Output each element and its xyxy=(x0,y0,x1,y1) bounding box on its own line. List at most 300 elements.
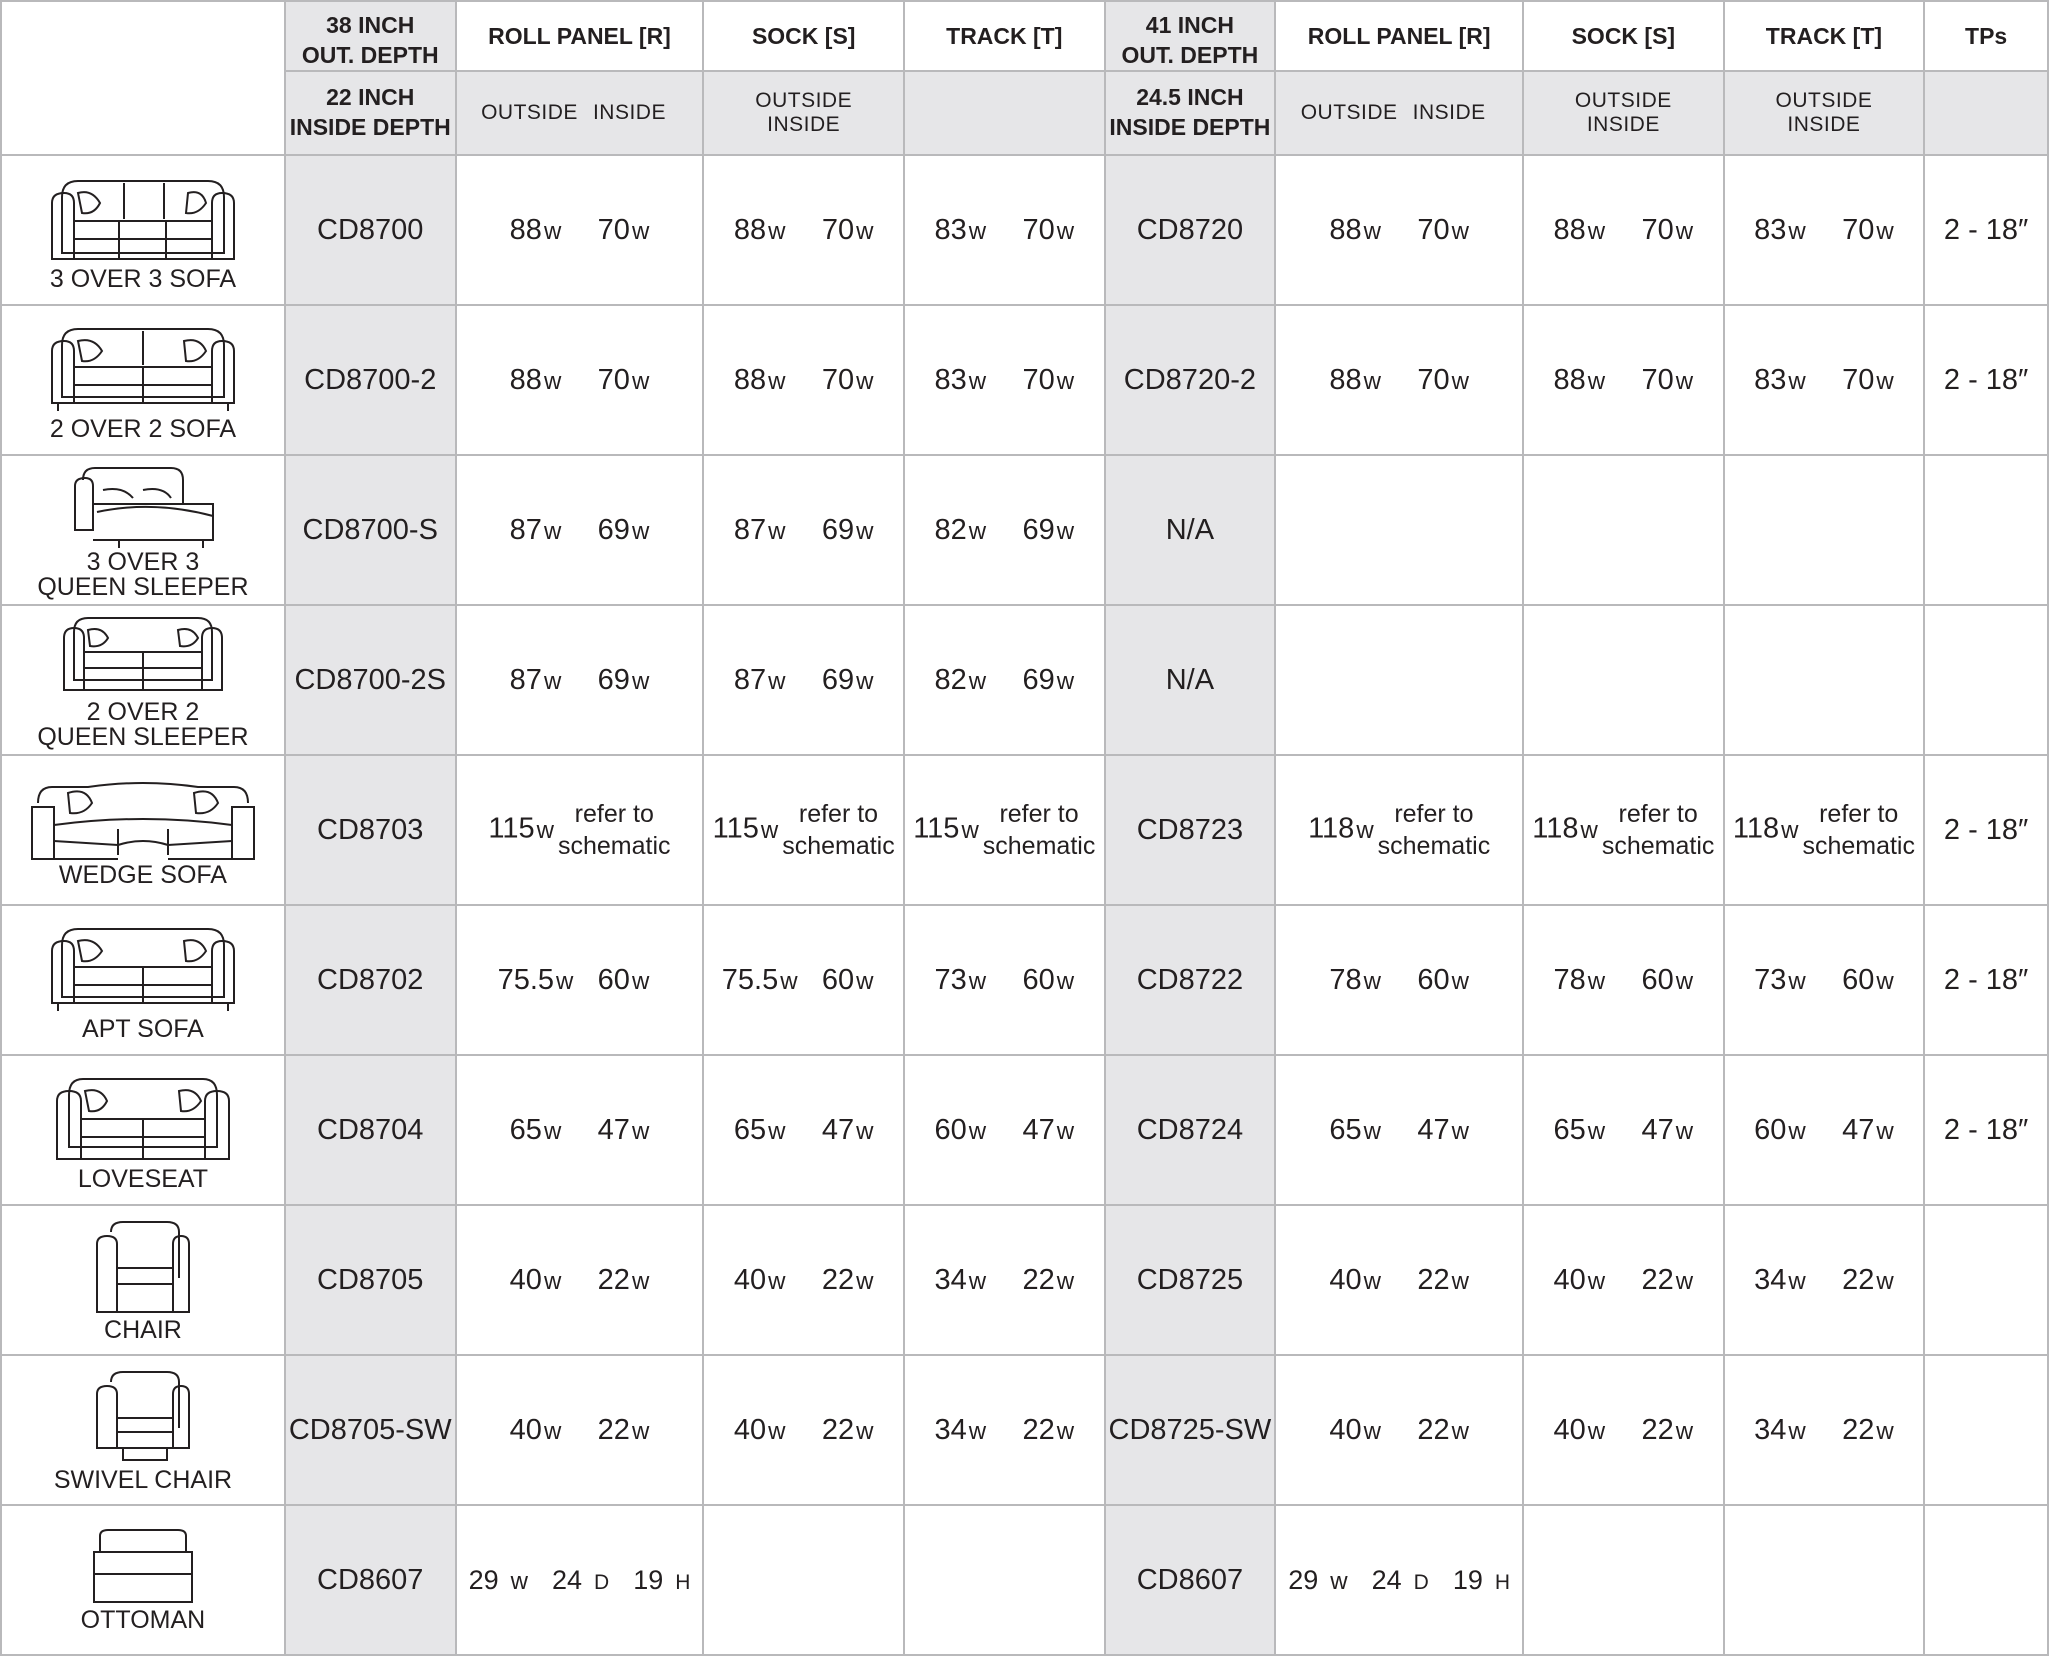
product-row xyxy=(1,1205,2048,1355)
model-code-38: CD8704 xyxy=(285,1055,456,1205)
width-unit: w xyxy=(1876,1267,1894,1295)
inside-width-number: 47 xyxy=(1842,1113,1875,1146)
s38-cell xyxy=(703,605,904,755)
outside-width-number: 40 xyxy=(1329,1413,1362,1446)
refer-to-label: refer to xyxy=(1394,800,1474,828)
tps-sub xyxy=(1924,71,2048,155)
s38-cell xyxy=(703,305,904,455)
depth-unit: D xyxy=(594,1570,610,1594)
width-unit: w xyxy=(556,967,574,995)
outside-width-number: 40 xyxy=(733,1413,767,1446)
s38-value xyxy=(704,364,903,397)
sock-sub-41 xyxy=(1523,71,1724,155)
inside-width xyxy=(804,214,892,247)
s38-cell xyxy=(703,1205,904,1355)
s41-cell xyxy=(1523,155,1724,305)
inside-width-number: 60 xyxy=(1641,963,1674,996)
t41-cell xyxy=(1724,1055,1925,1205)
width-unit: w xyxy=(968,667,987,695)
width-unit: w xyxy=(631,1267,650,1295)
inside-width xyxy=(1004,1114,1092,1147)
roll-panel-sub-41 xyxy=(1275,71,1523,155)
inside-width-number: 22 xyxy=(1417,1263,1450,1296)
model-code-41: CD8723 xyxy=(1105,755,1276,905)
refer-to-schematic-note xyxy=(558,798,671,862)
inside-width xyxy=(1824,1114,1912,1147)
width-unit: w xyxy=(1788,1417,1806,1445)
tps-value: 2 - 18″ xyxy=(1924,755,2048,905)
inside-width xyxy=(804,664,892,697)
outside-width xyxy=(1736,1264,1824,1297)
inside-width-number: 70 xyxy=(1641,213,1674,246)
outside-width xyxy=(916,514,1004,547)
model-code-41: CD8720 xyxy=(1105,155,1276,305)
t38-cell xyxy=(904,155,1105,305)
product-row xyxy=(1,1355,2048,1505)
product-name: OTTOMAN xyxy=(80,1605,206,1634)
model-code-41: N/A xyxy=(1105,455,1276,605)
outside-width-number: 88 xyxy=(509,213,542,246)
inside-width xyxy=(1623,964,1711,997)
inside-width xyxy=(1824,1414,1912,1447)
t41-cell xyxy=(1724,305,1925,455)
outside-width-number: 34 xyxy=(1754,1263,1787,1296)
inside-width xyxy=(1623,214,1711,247)
s41-value xyxy=(1524,1114,1723,1147)
t41-cell xyxy=(1724,455,1925,605)
outside-width-number: 34 xyxy=(1754,1413,1787,1446)
inside-width xyxy=(1399,1414,1487,1447)
inside-width xyxy=(804,1114,892,1147)
outside-width xyxy=(716,964,804,997)
outside-width-number: 82 xyxy=(934,663,967,696)
tps-value xyxy=(1924,1355,2048,1505)
width-unit: w xyxy=(543,1117,562,1145)
depth-41-inside-label2: INSIDE DEPTH xyxy=(1109,114,1271,140)
refer-to-label: refer to xyxy=(1819,800,1899,828)
t41-value xyxy=(1725,1264,1924,1297)
width-unit: w xyxy=(1587,1267,1606,1295)
outside-width xyxy=(1311,214,1399,247)
width-unit: w xyxy=(1056,667,1075,695)
inside-width-number: 70 xyxy=(1022,363,1055,396)
inside-width-number: 22 xyxy=(821,1413,855,1446)
r41-cell xyxy=(1275,155,1523,305)
ottoman-dimensions xyxy=(1276,1565,1522,1596)
refer-to-schematic-note xyxy=(983,798,1096,862)
width-unit: w xyxy=(768,367,786,395)
r38-value xyxy=(457,214,703,247)
product-cell xyxy=(1,1055,285,1205)
outside-width xyxy=(716,1414,804,1447)
inside-width-number: 60 xyxy=(597,963,630,996)
outside-width-number: 88 xyxy=(509,363,542,396)
outside-label: OUTSIDE xyxy=(1300,101,1398,124)
s41-value xyxy=(1524,214,1723,247)
outside-label: OUTSIDE xyxy=(1574,89,1672,112)
outside-width xyxy=(716,364,804,397)
t41-cell xyxy=(1724,155,1925,305)
width-unit: w xyxy=(968,967,987,995)
s38-value xyxy=(704,798,903,862)
product-name: 3 OVER 3 SOFA xyxy=(49,264,237,293)
s41-cell xyxy=(1523,605,1724,755)
width-unit: w xyxy=(1056,1117,1075,1145)
outside-width-number: 83 xyxy=(1754,363,1787,396)
outside-width xyxy=(491,964,579,997)
outside-width xyxy=(1535,364,1623,397)
width-unit: w xyxy=(768,667,786,695)
model-code-41: CD8722 xyxy=(1105,905,1276,1055)
inside-width xyxy=(804,964,892,997)
product-row xyxy=(1,455,2048,605)
product-cell xyxy=(1,1505,285,1655)
outside-width-number: 40 xyxy=(509,1413,542,1446)
width-unit: w xyxy=(1580,816,1598,844)
s38-value xyxy=(704,514,903,547)
outside-width xyxy=(1535,964,1623,997)
outside-width xyxy=(491,664,579,697)
r41-value xyxy=(1276,1414,1522,1447)
height-unit: H xyxy=(675,1570,691,1594)
width-unit: w xyxy=(1363,217,1381,245)
width-unit: w xyxy=(1675,1267,1694,1295)
tps-header: TPs xyxy=(1924,1,2048,71)
inside-width-number: 69 xyxy=(597,663,630,696)
t38-cell xyxy=(904,1505,1105,1655)
width-unit: w xyxy=(536,816,554,844)
t38-cell xyxy=(904,1205,1105,1355)
t38-cell xyxy=(904,455,1105,605)
inside-label: INSIDE xyxy=(1412,101,1486,124)
width-unit: w xyxy=(1675,367,1694,395)
inside-width-number: 69 xyxy=(821,663,855,696)
width-unit: w xyxy=(543,367,562,395)
schematic-label: schematic xyxy=(1377,832,1491,860)
r38-value xyxy=(457,1114,703,1147)
outside-width-number: 65 xyxy=(733,1113,767,1146)
s41-value xyxy=(1524,1264,1723,1297)
schematic-label: schematic xyxy=(982,832,1096,860)
model-code-41: CD8724 xyxy=(1105,1055,1276,1205)
sleeper-open-icon xyxy=(2,460,284,550)
width-unit: w xyxy=(1587,967,1606,995)
ottoman-dimensions xyxy=(457,1565,703,1596)
inside-label: INSIDE xyxy=(767,113,841,136)
s38-cell xyxy=(703,905,904,1055)
t38-value xyxy=(905,364,1104,397)
swivel-chair-icon xyxy=(2,1368,284,1468)
outside-width xyxy=(716,664,804,697)
outside-width-number: 40 xyxy=(1553,1263,1586,1296)
outside-width xyxy=(491,1414,579,1447)
r38-cell xyxy=(456,305,704,455)
inside-width-number: 22 xyxy=(597,1263,630,1296)
inside-width-number: 60 xyxy=(1022,963,1055,996)
product-row xyxy=(1,155,2048,305)
t38-value xyxy=(905,1114,1104,1147)
t38-value xyxy=(905,964,1104,997)
width-unit: w xyxy=(768,1267,786,1295)
inside-width-number: 47 xyxy=(821,1113,855,1146)
s41-cell xyxy=(1523,1055,1724,1205)
outside-width: 118 xyxy=(1532,812,1579,845)
width-unit: w xyxy=(543,1267,562,1295)
t38-value xyxy=(905,1264,1104,1297)
inside-width xyxy=(1623,364,1711,397)
inside-width xyxy=(1004,1414,1092,1447)
width-unit: w xyxy=(968,1417,987,1445)
outside-label: OUTSIDE xyxy=(1775,89,1873,112)
s38-cell xyxy=(703,1055,904,1205)
outside-width: 115 xyxy=(913,812,960,845)
outside-width xyxy=(716,1114,804,1147)
s38-value xyxy=(704,1264,903,1297)
inside-width-number: 70 xyxy=(1417,363,1450,396)
outside-width-number: 87 xyxy=(509,513,542,546)
inside-width-number: 60 xyxy=(1417,963,1450,996)
width-unit: w xyxy=(1056,217,1075,245)
model-code-38: CD8705 xyxy=(285,1205,456,1355)
width-unit: w xyxy=(1675,967,1694,995)
tps-value: 2 - 18″ xyxy=(1924,1055,2048,1205)
width-unit: w xyxy=(1451,217,1469,245)
inside-width-number: 22 xyxy=(597,1413,630,1446)
outside-width: 118 xyxy=(1732,812,1780,845)
outside-width-number: 65 xyxy=(1553,1113,1586,1146)
s38-cell xyxy=(703,1505,904,1655)
depth-41-header xyxy=(1105,1,1276,71)
inside-width-number: 70 xyxy=(1022,213,1055,246)
s41-value xyxy=(1524,798,1723,862)
header-row-top xyxy=(1,1,2048,71)
outside-width xyxy=(916,664,1004,697)
r41-cell xyxy=(1275,305,1523,455)
inside-width-number: 70 xyxy=(1641,363,1674,396)
inside-width-number: 70 xyxy=(821,213,855,246)
width-unit: w xyxy=(968,517,987,545)
r41-cell xyxy=(1275,455,1523,605)
apt-sofa-icon xyxy=(2,919,284,1017)
width-unit: w xyxy=(961,816,979,844)
t41-value xyxy=(1725,1414,1924,1447)
outside-width xyxy=(716,514,804,547)
width-unit: w xyxy=(631,517,650,545)
inside-width-number: 60 xyxy=(821,963,855,996)
s38-cell xyxy=(703,1355,904,1505)
r41-value xyxy=(1276,1264,1522,1297)
outside-width: 115 xyxy=(488,812,535,845)
model-code-38: CD8700-2 xyxy=(285,305,456,455)
depth-38-inside-label2: INSIDE DEPTH xyxy=(289,114,451,140)
sock-header-38: SOCK [S] xyxy=(703,1,904,71)
outside-width-number: 34 xyxy=(934,1413,967,1446)
t41-value xyxy=(1725,364,1924,397)
width-number: 29 xyxy=(468,1564,499,1595)
r38-value xyxy=(457,664,703,697)
wedge-sofa-icon xyxy=(2,773,284,863)
ottoman-height xyxy=(1447,1565,1516,1595)
inside-width xyxy=(579,364,667,397)
width-unit: w xyxy=(1451,1417,1469,1445)
refer-to-schematic-note xyxy=(1378,798,1491,862)
width-unit: w xyxy=(1587,217,1606,245)
header-row-bottom xyxy=(1,71,2048,155)
inside-width xyxy=(1004,214,1092,247)
inside-width-number: 22 xyxy=(1022,1413,1055,1446)
s38-cell xyxy=(703,455,904,605)
product-name: 2 OVER 2 xyxy=(86,698,200,726)
width-unit: w xyxy=(1363,967,1381,995)
inside-label: INSIDE xyxy=(1787,113,1861,136)
inside-width-number: 22 xyxy=(1022,1263,1055,1296)
width-unit: w xyxy=(1056,1267,1075,1295)
product-row xyxy=(1,305,2048,455)
inside-width xyxy=(1004,664,1092,697)
outside-width-number: 88 xyxy=(733,213,767,246)
inside-width-number: 60 xyxy=(1842,963,1875,996)
sofa-3-icon xyxy=(2,169,284,267)
width-unit: w xyxy=(631,1417,650,1445)
t41-value xyxy=(1725,798,1924,862)
width-unit: w xyxy=(968,1267,987,1295)
width-unit: w xyxy=(543,217,562,245)
tps-value xyxy=(1924,1505,2048,1655)
refer-to-schematic-note xyxy=(782,798,895,862)
width-unit: w xyxy=(631,217,650,245)
s41-value xyxy=(1524,364,1723,397)
width-unit: w xyxy=(1363,367,1381,395)
outside-width xyxy=(1535,214,1623,247)
inside-width xyxy=(1399,1264,1487,1297)
model-code-38: CD8607 xyxy=(285,1505,456,1655)
height-number: 19 xyxy=(633,1564,664,1595)
t41-value xyxy=(1725,964,1924,997)
product-cell xyxy=(1,1355,285,1505)
t38-cell xyxy=(904,305,1105,455)
r38-value xyxy=(457,514,703,547)
refer-to-schematic-note xyxy=(1602,798,1715,862)
width-unit: w xyxy=(1876,967,1894,995)
product-cell xyxy=(1,455,285,605)
width-unit: w xyxy=(768,517,786,545)
schematic-label: schematic xyxy=(782,832,895,860)
t38-cell xyxy=(904,755,1105,905)
width-unit: w xyxy=(1451,1117,1469,1145)
product-row xyxy=(1,1055,2048,1205)
model-code-41: CD8725 xyxy=(1105,1205,1276,1355)
model-code-41: CD8725-SW xyxy=(1105,1355,1276,1505)
width-unit: w xyxy=(760,816,779,844)
t41-cell xyxy=(1724,605,1925,755)
outside-width xyxy=(1535,1414,1623,1447)
outside-width xyxy=(491,1114,579,1147)
outside-width-number: 40 xyxy=(1553,1413,1586,1446)
outside-width xyxy=(1736,364,1824,397)
outside-width: 115 xyxy=(712,812,759,845)
r38-value xyxy=(457,1264,703,1297)
product-row xyxy=(1,905,2048,1055)
outside-width-number: 78 xyxy=(1329,963,1362,996)
outside-width xyxy=(716,1264,804,1297)
width-unit: w xyxy=(1781,816,1799,844)
width-unit: w xyxy=(1056,367,1075,395)
t41-cell xyxy=(1724,1355,1925,1505)
inside-width xyxy=(1004,1264,1092,1297)
r41-value xyxy=(1276,798,1522,862)
outside-width-number: 40 xyxy=(1329,1263,1362,1296)
roll-panel-header-38: ROLL PANEL [R] xyxy=(456,1,704,71)
r38-cell xyxy=(456,755,704,905)
schematic-label: schematic xyxy=(1802,832,1915,860)
s41-value xyxy=(1524,1414,1723,1447)
width-unit: w xyxy=(543,517,562,545)
width-unit: w xyxy=(780,967,798,995)
inside-width xyxy=(579,1114,667,1147)
outside-width xyxy=(1311,1114,1399,1147)
outside-width-number: 78 xyxy=(1553,963,1586,996)
outside-width xyxy=(491,364,579,397)
outside-width-number: 75.5 xyxy=(497,963,555,996)
r38-cell xyxy=(456,1205,704,1355)
width-unit: w xyxy=(968,1117,987,1145)
model-code-41: N/A xyxy=(1105,605,1276,755)
height-unit: H xyxy=(1494,1570,1511,1594)
inside-width xyxy=(1824,1264,1912,1297)
inside-width xyxy=(1824,964,1912,997)
depth-41-inside xyxy=(1105,71,1276,155)
tps-value xyxy=(1924,1205,2048,1355)
depth-38-inside-label: 22 INCH xyxy=(326,84,415,110)
width-unit: w xyxy=(1675,1417,1694,1445)
outside-width xyxy=(491,514,579,547)
s41-cell xyxy=(1523,455,1724,605)
depth-41-inside-label: 24.5 INCH xyxy=(1136,84,1244,110)
ottoman-height xyxy=(627,1565,696,1595)
product-cell xyxy=(1,155,285,305)
width-unit: w xyxy=(768,217,786,245)
width-unit: w xyxy=(1056,1417,1075,1445)
inside-label: INSIDE xyxy=(1586,113,1660,136)
outside-width-number: 88 xyxy=(733,363,767,396)
r41-cell xyxy=(1275,1355,1523,1505)
width-unit: w xyxy=(631,967,650,995)
inside-width-number: 22 xyxy=(821,1263,855,1296)
outside-width-number: 88 xyxy=(1553,363,1586,396)
inside-width-number: 70 xyxy=(1417,213,1450,246)
outside-width-number: 87 xyxy=(509,663,542,696)
inside-width xyxy=(804,514,892,547)
r41-cell xyxy=(1275,905,1523,1055)
model-code-38: CD8700 xyxy=(285,155,456,305)
sleeper-2-icon xyxy=(2,610,284,700)
ottoman-depth xyxy=(546,1565,615,1595)
inside-width xyxy=(1623,1264,1711,1297)
outside-width xyxy=(1311,1414,1399,1447)
inside-width xyxy=(579,964,667,997)
width-unit: w xyxy=(1451,967,1469,995)
outside-width-number: 60 xyxy=(934,1113,967,1146)
width-unit: w xyxy=(1363,1417,1381,1445)
s41-cell xyxy=(1523,1355,1724,1505)
inside-width-number: 69 xyxy=(1022,513,1055,546)
refer-to-label: refer to xyxy=(999,800,1079,828)
width-unit: w xyxy=(856,1267,874,1295)
r38-cell xyxy=(456,905,704,1055)
inside-width-number: 47 xyxy=(1022,1113,1055,1146)
width-unit: w xyxy=(1587,367,1606,395)
depth-41-outer-label2: OUT. DEPTH xyxy=(1121,42,1259,68)
